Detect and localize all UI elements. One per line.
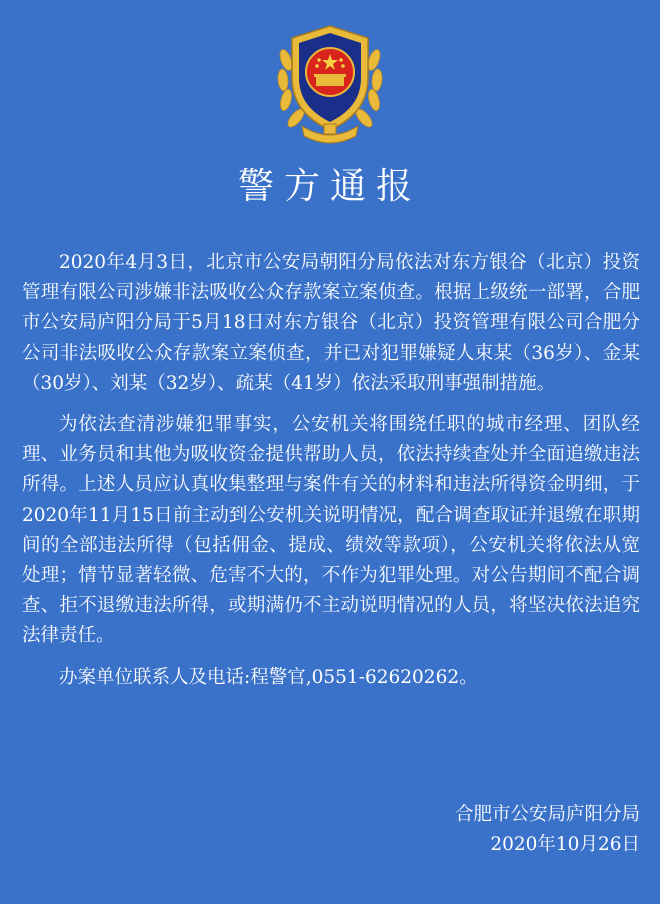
police-emblem-icon bbox=[272, 20, 388, 148]
issuer-name: 合肥市公安局庐阳分局 bbox=[454, 804, 640, 825]
page-title: 警方通报 bbox=[237, 166, 422, 207]
notice-paragraph-2: 为依法查清涉嫌犯罪事实，公安机关将围绕任职的城市经理、团队经理、业务员和其他为吸收资金提供帮助人员，依法持续查处并全面追缴违法所得。上述人员应认真收集整理与案件有关的材料和违法所得资金明细，于2020年11月15日前主动到公安机关说明情况，配合调查取证并退缴在职期间的全部违法所得（包括佣金、提成、绩效等款项），公安机关将依法从宽处理；情节显著轻微、危害不大的，不作为犯罪处理。对公告期间不配合调查、拒不退缴违法所得，或期满仍不主动说明情况的人员，将坚决依法追究法律责任。 bbox=[22, 414, 640, 647]
notice-body bbox=[22, 248, 640, 704]
issue-date: 2020年10月26日 bbox=[490, 834, 640, 855]
signoff bbox=[455, 800, 640, 860]
notice-paragraph-1: 2020年4月3日，北京市公安局朝阳分局依法对东方银谷（北京）投资管理有限公司涉嫌非法吸收公众存款案立案侦查。根据上级统一部署，合肥市公安局庐阳分局于5月18日对东方银谷（北京）投资管理有限公司合肥分公司非法吸收公众存款案立案侦查，并已对犯罪嫌疑人束某（36岁）、金某（30岁）、刘某（32岁）、疏某（41岁）依法采取刑事强制措施。 bbox=[22, 252, 640, 394]
notice-paragraph-contact: 办案单位联系人及电话:程警官,0551-62620262。 bbox=[59, 666, 478, 688]
